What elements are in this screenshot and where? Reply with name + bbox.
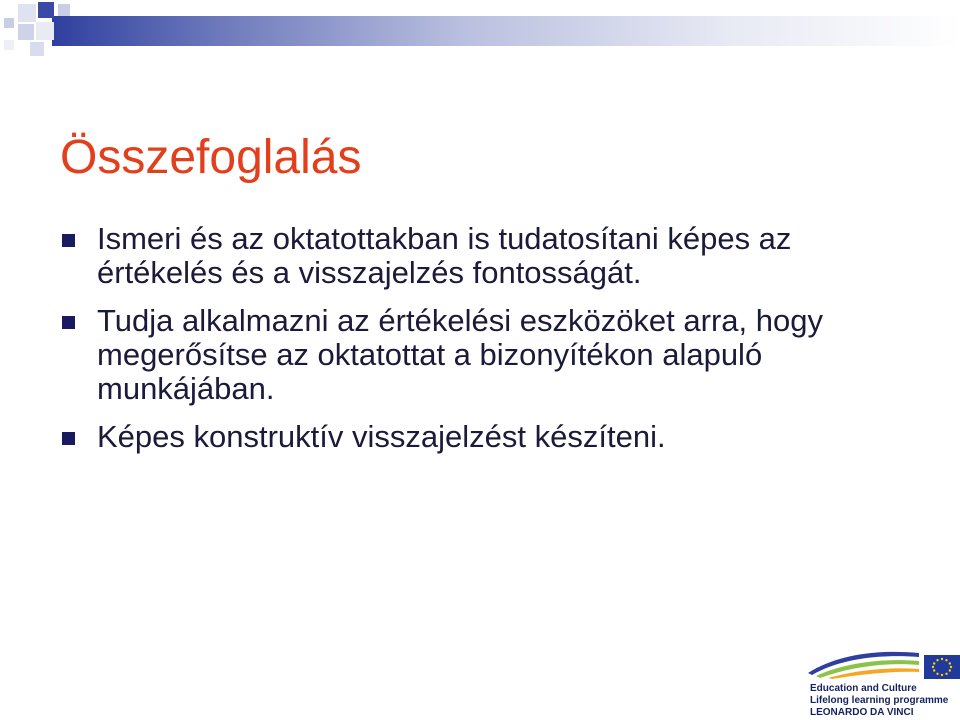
slide-title: Összefoglalás (60, 131, 362, 184)
bullet-list (60, 222, 920, 468)
bullet-text: Ismeri és az oktatottakban is tudatosítani képes az értékelés és a visszajelzés fontosságát. (97, 221, 792, 290)
bullet-item (60, 222, 920, 290)
bullet-text: Képes konstruktív visszajelzést készíteni. (97, 419, 666, 454)
bullet-square-icon (62, 432, 75, 445)
deco-square (30, 42, 44, 56)
deco-square (58, 4, 70, 16)
swoosh-logo-icon (806, 645, 921, 679)
bullet-item (60, 304, 920, 406)
deco-square (38, 2, 54, 18)
bullet-square-icon (62, 316, 75, 329)
header-decoration (0, 0, 960, 60)
logo-text-line: LEONARDO DA VINCI (810, 707, 914, 718)
eu-programme-logo (806, 645, 960, 720)
deco-square (18, 24, 34, 40)
deco-square (36, 22, 54, 40)
bullet-square-icon (62, 234, 75, 247)
deco-square (18, 4, 36, 22)
eu-stars-icon (924, 655, 960, 679)
deco-square (4, 18, 14, 28)
logo-text-line: Lifelong learning programme (810, 695, 949, 706)
bullet-text: Tudja alkalmazni az értékelési eszközöket arra, hogy megerősítse az oktatottat a bizonyítékon alapuló munkájában. (97, 303, 823, 406)
header-gradient-band (52, 16, 960, 46)
logo-text-line: Education and Culture (810, 683, 917, 694)
deco-square (4, 40, 14, 50)
eu-flag-icon (924, 655, 960, 679)
bullet-item (60, 420, 920, 454)
